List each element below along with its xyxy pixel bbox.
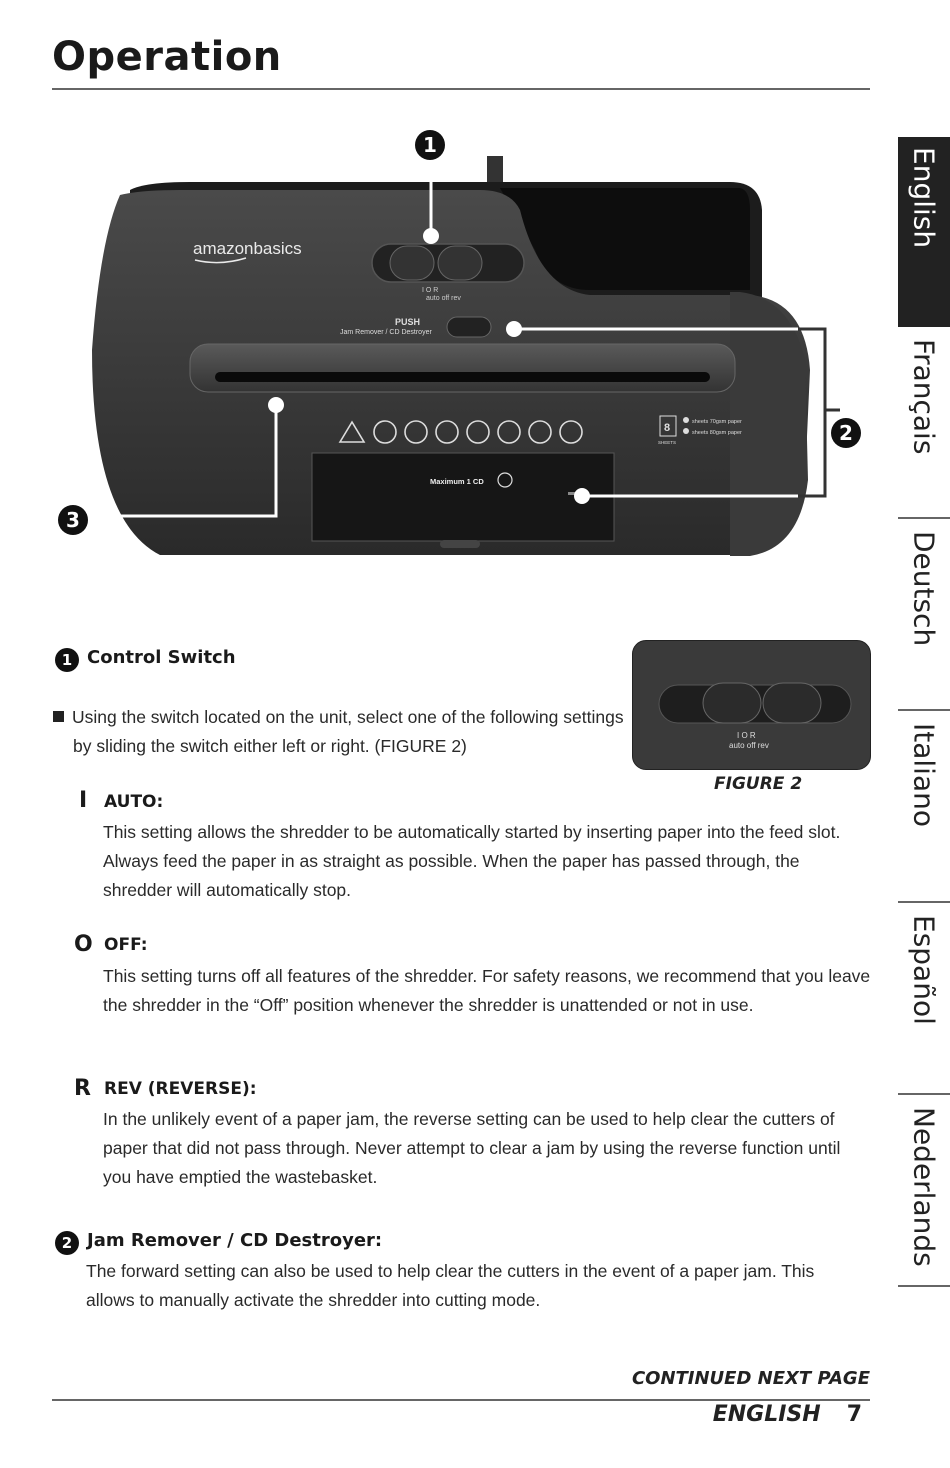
- tab-italiano[interactable]: [898, 713, 950, 903]
- section2-heading: [55, 1230, 382, 1255]
- setting-rev-heading: REV (REVERSE):: [104, 1079, 257, 1099]
- figure2-caption: FIGURE 2: [714, 774, 803, 794]
- figure2-image: [632, 640, 871, 770]
- footer-language: ENGLISH: [712, 1402, 821, 1427]
- svg-text:I O R: I O R: [737, 731, 756, 740]
- tab-espanol-label: Español: [907, 915, 941, 1025]
- callout-1: 1: [415, 130, 445, 160]
- setting-off-text: This setting turns off all features of the shredder. For safety reasons, we recommend that you leave the shredder in the “Off” position whenever the shredder is unattended or not in use.: [103, 966, 871, 1015]
- cd-slot: [312, 453, 614, 541]
- footer-divider: [52, 1399, 870, 1401]
- svg-text:PUSH: PUSH: [395, 317, 421, 327]
- section1-intro: [53, 703, 643, 761]
- page-number: 7: [846, 1402, 862, 1427]
- bullet-square-icon: [53, 711, 64, 722]
- control-switch-knob: [438, 246, 482, 280]
- title-divider: [52, 88, 870, 90]
- continued-note: CONTINUED NEXT PAGE: [631, 1368, 870, 1389]
- section2-number: 2: [55, 1231, 79, 1255]
- svg-text:Jam Remover / CD Destroyer: Jam Remover / CD Destroyer: [340, 329, 432, 336]
- setting-auto-letter: I: [79, 788, 88, 813]
- shredder-figure: [50, 120, 880, 600]
- tab-nederlands[interactable]: [898, 1097, 950, 1287]
- svg-text:8: 8: [664, 422, 671, 434]
- setting-off-heading: OFF:: [104, 935, 148, 955]
- tab-deutsch[interactable]: [898, 521, 950, 711]
- tab-francais-label: Français: [907, 339, 941, 455]
- setting-rev-text: In the unlikely event of a paper jam, the reverse setting can be used to help clear the cutters of paper that did not pass through. Never attempt to clear a jam by using the reverse function until you have emptied the wastebasket.: [103, 1109, 841, 1187]
- section2-text: The forward setting can also be used to help clear the cutters in the event of a paper jam. This allows to manually activate the shredder into cutting mode.: [86, 1261, 815, 1310]
- tab-deutsch-label: Deutsch: [907, 531, 941, 647]
- callout-2: 2: [831, 418, 861, 448]
- setting-auto-text: This setting allows the shredder to be automatically started by inserting paper into the feed slot. Always feed the paper in as straight as possible. When the paper has passed through, the shredder will automatically stop.: [103, 822, 841, 900]
- page-footer: [713, 1402, 862, 1427]
- setting-rev-letter: R: [74, 1076, 91, 1101]
- svg-text:sheets 70gsm paper: sheets 70gsm paper: [692, 419, 742, 425]
- figure2-switch: [633, 641, 870, 769]
- tab-english[interactable]: [898, 137, 950, 327]
- section1-title: Control Switch: [87, 647, 236, 668]
- section1-intro-text: Using the switch located on the unit, select one of the following settings by sliding the switch either left or right. (FIGURE 2): [72, 707, 624, 756]
- page-title: Operation: [52, 34, 282, 80]
- tab-nederlands-label: Nederlands: [907, 1107, 941, 1267]
- jam-remover-button: [447, 317, 491, 337]
- section2-title: Jam Remover / CD Destroyer:: [87, 1230, 383, 1251]
- paper-feed-slot: [190, 344, 735, 392]
- section1-heading: [55, 647, 236, 672]
- tab-english-label: English: [907, 147, 941, 249]
- tab-espanol[interactable]: [898, 905, 950, 1095]
- tab-italiano-label: Italiano: [907, 723, 941, 827]
- section1-number: 1: [55, 648, 79, 672]
- svg-text:sheets 80gsm paper: sheets 80gsm paper: [692, 430, 742, 436]
- brand-logo: amazonbasics: [193, 239, 302, 258]
- svg-text:SHEETS: SHEETS: [658, 440, 677, 445]
- svg-text:I O R: I O R: [422, 287, 439, 294]
- svg-text:auto off rev: auto off rev: [426, 295, 461, 302]
- setting-off-letter: O: [74, 932, 93, 957]
- tab-francais[interactable]: [898, 329, 950, 519]
- svg-text:auto off rev: auto off rev: [729, 741, 769, 750]
- callout-3: 3: [58, 505, 88, 535]
- setting-auto-heading: AUTO:: [104, 792, 164, 812]
- svg-text:Maximum 1 CD: Maximum 1 CD: [430, 477, 484, 486]
